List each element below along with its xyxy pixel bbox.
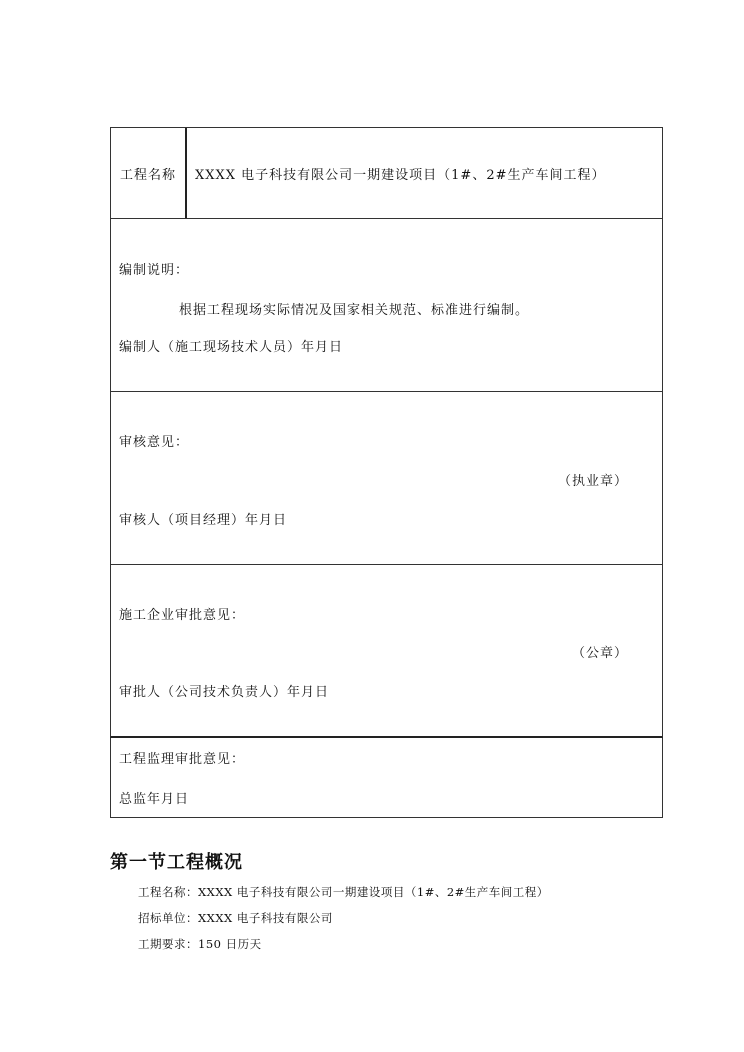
approval-heading: 施工企业审批意见： [119, 608, 246, 623]
supervision-signer: 总监年月日 [119, 792, 190, 807]
approval-form [110, 127, 663, 818]
review-heading: 审核意见： [119, 435, 190, 450]
review-signer: 审核人（项目经理）年月日 [119, 513, 288, 528]
review-seal-note: （执业章） [557, 474, 628, 489]
approval-seal-note: （公章） [571, 646, 628, 661]
approval-signer: 审批人（公司技术负责人）年月日 [119, 685, 330, 700]
project-name-value: XXXX 电子科技有限公司一期建设项目（1#、2#生产车间工程） [195, 167, 606, 183]
overview-bidding-unit: 招标单位：XXXX 电子科技有限公司 [138, 911, 333, 925]
compile-section [110, 219, 663, 392]
section-title: 第一节工程概况 [110, 852, 243, 873]
supervision-heading: 工程监理审批意见： [119, 752, 246, 767]
compile-signer: 编制人（施工现场技术人员）年月日 [119, 340, 344, 355]
project-name-label: 工程名称 [111, 128, 187, 218]
compile-heading: 编制说明： [119, 263, 190, 278]
review-section [110, 392, 663, 565]
overview-project-name: 工程名称：XXXX 电子科技有限公司一期建设项目（1#、2#生产车间工程） [138, 885, 549, 899]
project-name-row [110, 127, 663, 219]
approval-section [110, 565, 663, 738]
compile-body: 根据工程现场实际情况及国家相关规范、标准进行编制。 [179, 303, 530, 318]
overview-duration: 工期要求：150 日历天 [138, 937, 262, 951]
supervision-section [110, 738, 663, 818]
